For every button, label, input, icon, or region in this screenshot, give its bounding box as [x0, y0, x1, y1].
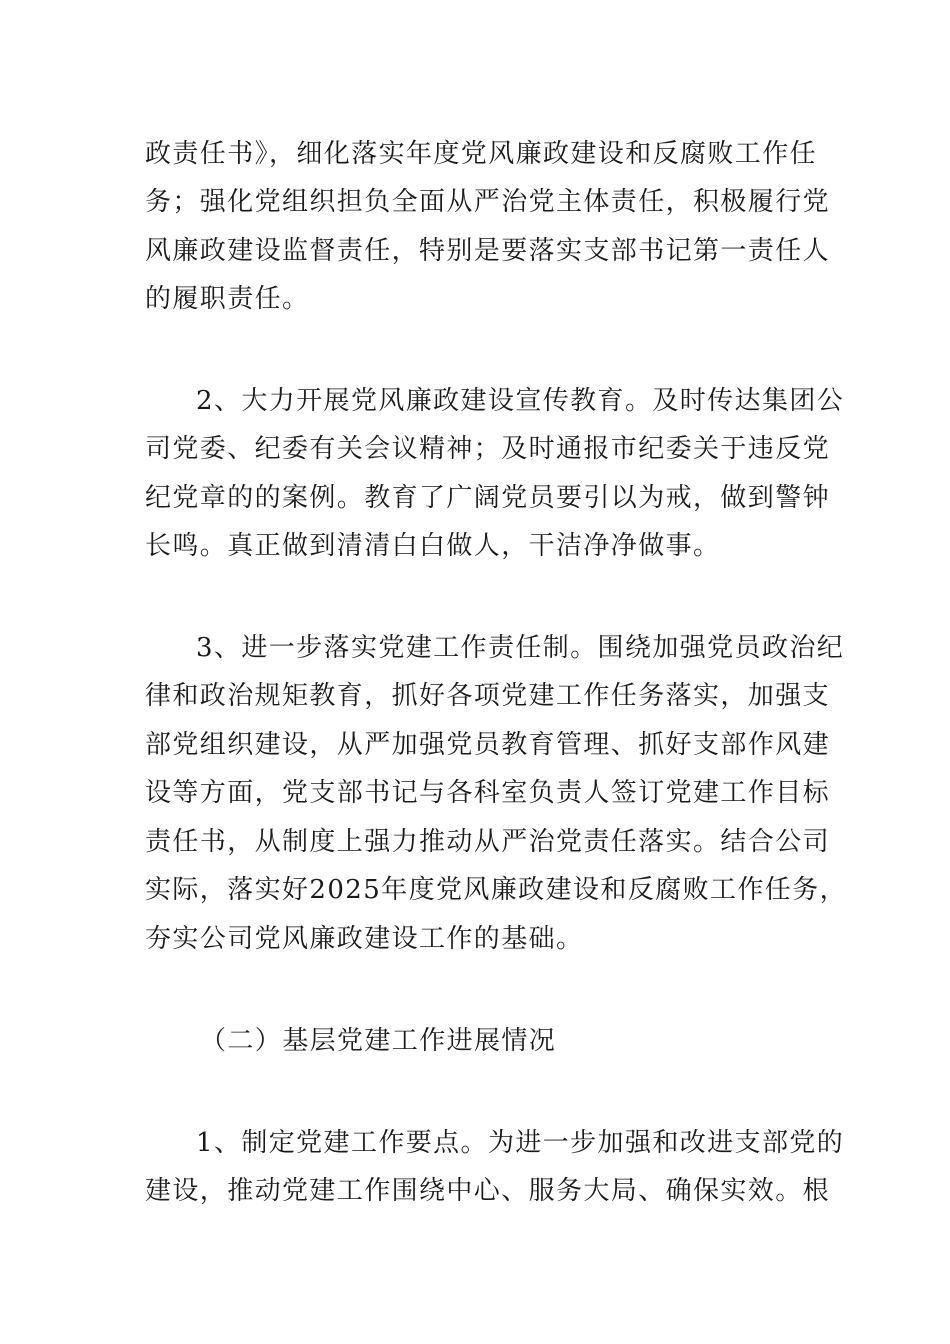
- paragraph-line: 2、大力开展党风廉政建设宣传教育。及时传达集团公: [196, 386, 845, 416]
- paragraph-line: 务；强化党组织担负全面从严治党主体责任，积极履行党: [145, 187, 831, 217]
- paragraph-line: 部党组织建设，从严加强党员教育管理、抓好支部作风建: [145, 730, 831, 760]
- paragraph-line: 夯实公司党风廉政建设工作的基础。: [145, 924, 584, 954]
- paragraph-line: 律和政治规矩教育，抓好各项党建工作任务落实，加强支: [145, 681, 831, 711]
- paragraph-line: 风廉政建设监督责任，特别是要落实支部书记第一责任人: [145, 236, 831, 266]
- paragraph-line: 纪党章的的案例。教育了广阔党员要引以为戒，做到警钟: [145, 483, 831, 513]
- paragraph-line: 1、制定党建工作要点。为进一步加强和改进支部党的: [196, 1128, 845, 1158]
- paragraph-line: 政责任书》，细化落实年度党风廉政建设和反腐败工作任: [145, 139, 818, 169]
- paragraph-line: 3、进一步落实党建工作责任制。围绕加强党员政治纪: [196, 633, 845, 663]
- paragraph-line: 责任书，从制度上强力推动从严治党责任落实。结合公司: [145, 827, 831, 857]
- paragraph-line: 实际，落实好2025年度党风廉政建设和反腐败工作任务，: [145, 875, 847, 905]
- paragraph-line: 的履职责任。: [145, 284, 310, 314]
- paragraph-line: 长鸣。真正做到清清白白做人，干洁净净做事。: [145, 531, 721, 561]
- paragraph-line: 司党委、纪委有关会议精神；及时通报市纪委关于违反党: [145, 434, 831, 464]
- paragraph-line: 建设，推动党建工作围绕中心、服务大局、确保实效。根: [145, 1176, 831, 1206]
- section-heading: （二）基层党建工作进展情况: [200, 1026, 557, 1056]
- paragraph-line: 设等方面，党支部书记与各科室负责人签订党建工作目标: [145, 778, 831, 808]
